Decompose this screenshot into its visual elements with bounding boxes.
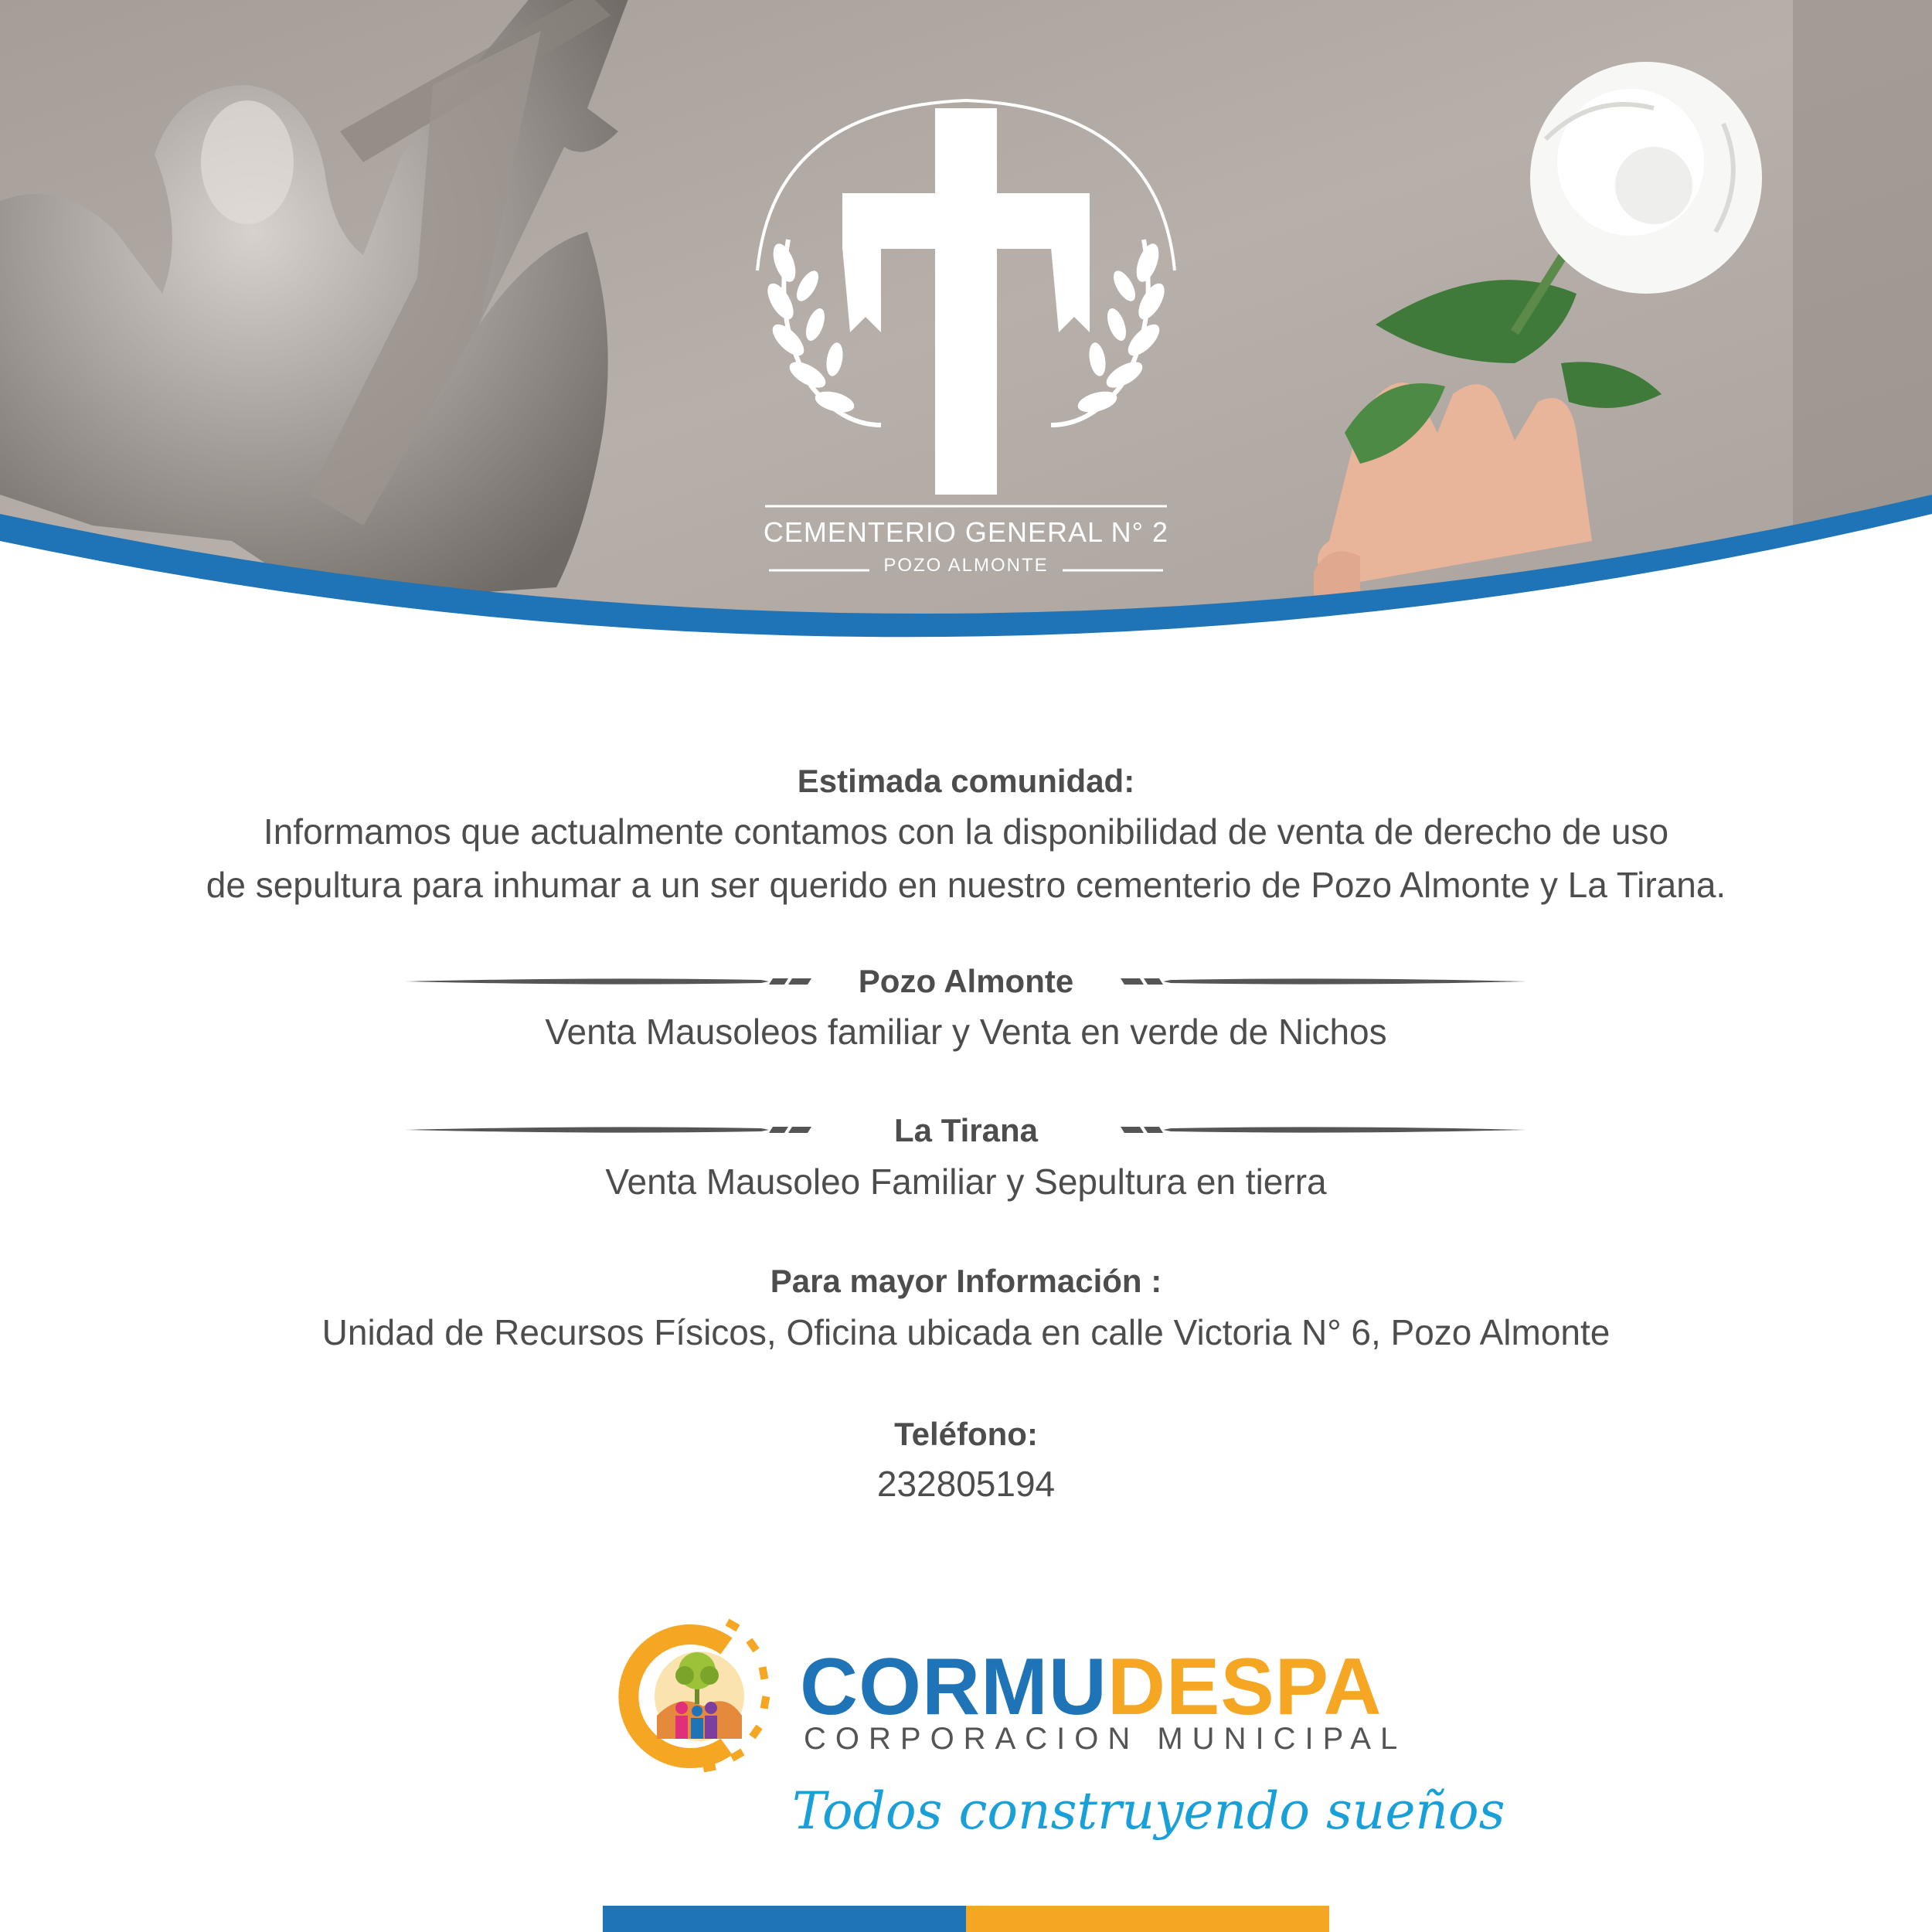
emblem-subtitle: POZO ALMONTE [883,555,1049,576]
brand-slogan: Todos construyendo sueños [792,1781,1505,1841]
header-banner [0,0,1932,641]
phone-number: 232805194 [876,1464,1056,1504]
emblem-title: CEMENTERIO GENERAL N° 2 [763,516,1169,548]
section-heading-la-tirana: La Tirana [894,1112,1038,1148]
section-text-pozo-almonte: Venta Mausoleos familiar y Venta en verde de Nichos [545,1012,1387,1052]
section-heading-pozo-almonte: Pozo Almonte [858,963,1074,999]
intro-line-1: Informamos que actualmente contamos con la disponibilidad de venta de derecho de uso [263,811,1669,852]
ornament-divider-right [1117,974,1526,989]
brand-name-part-1: CORMU [800,1642,1107,1732]
brand-name-part-2: DESPA [1107,1642,1383,1732]
cemetery-cross-emblem [726,93,1206,587]
footer-bar-blue [603,1906,966,1932]
phone-heading: Teléfono: [894,1416,1038,1452]
brand-name [800,1642,1383,1732]
intro-line-2: de sepultura para inhumar a un ser querido en nuestro cementerio de Pozo Almonte y La Tirana. [206,865,1726,905]
ornament-divider-right [1117,1122,1526,1138]
brand-subtitle: CORPORACION MUNICIPAL [804,1722,1407,1756]
section-text-la-tirana: Venta Mausoleo Familiar y Sepultura en tierra [605,1162,1327,1202]
info-text: Unidad de Recursos Físicos, Oficina ubicada en calle Victoria N° 6, Pozo Almonte [321,1312,1611,1352]
cormudespa-logo-mark [611,1615,773,1777]
info-heading: Para mayor Información : [770,1263,1162,1299]
footer-bar-yellow [966,1906,1329,1932]
intro-heading: Estimada comunidad: [797,763,1135,799]
